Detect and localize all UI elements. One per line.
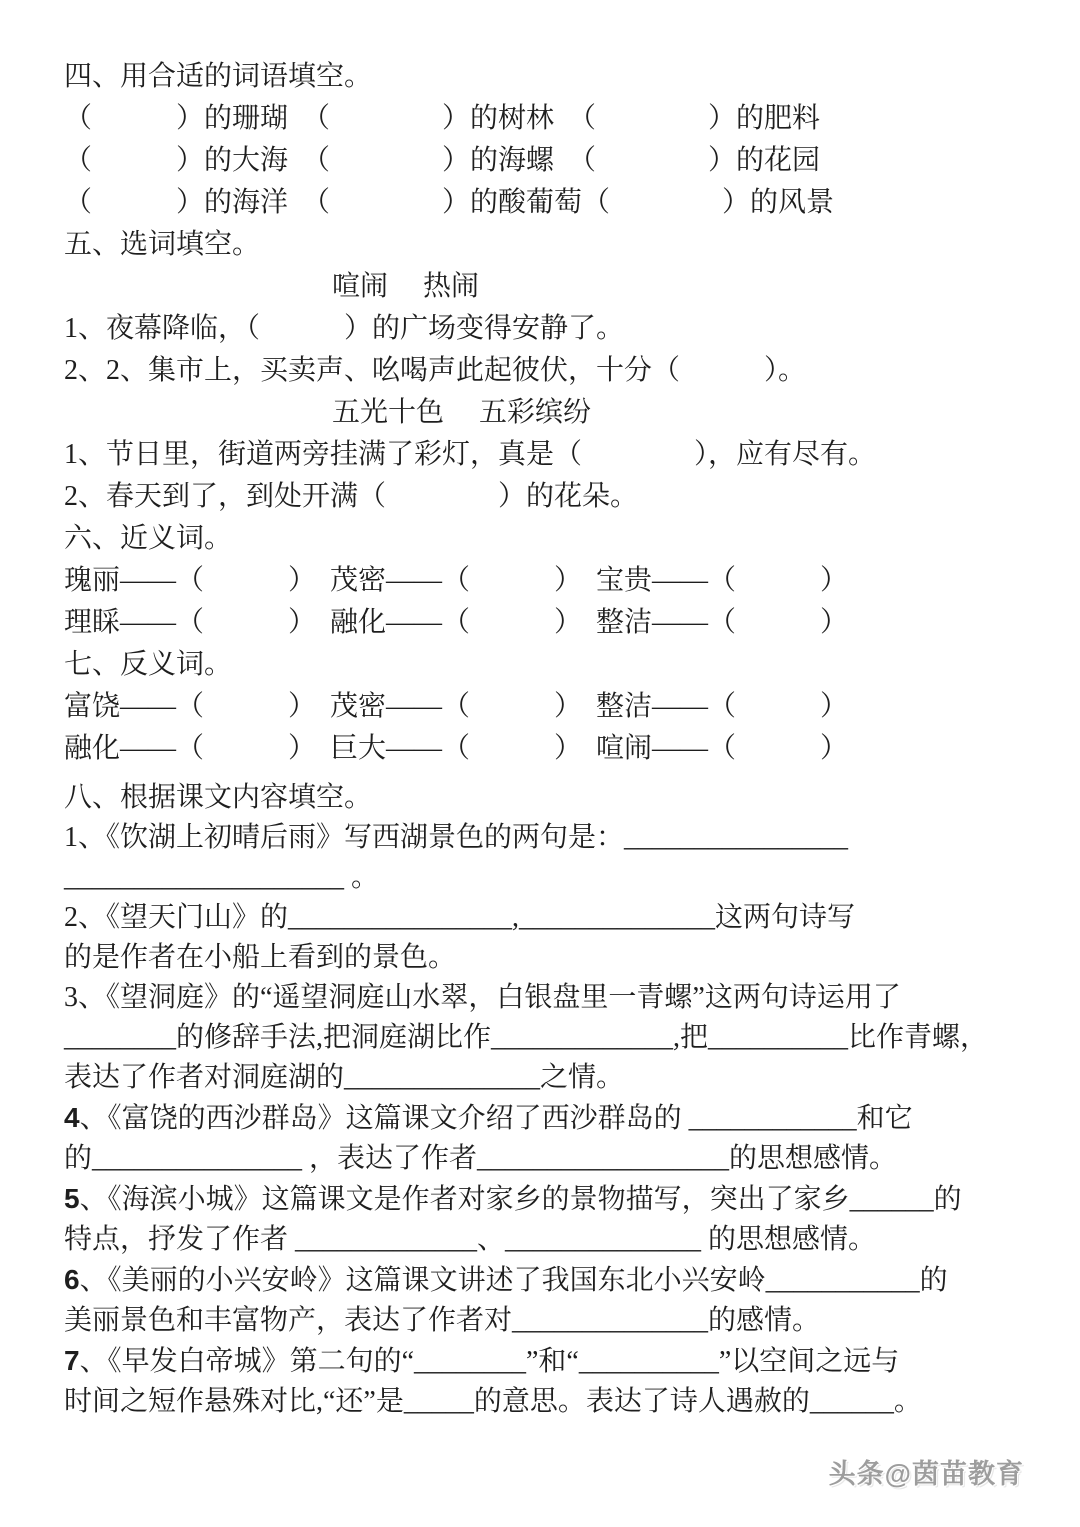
text-line: （ ）的珊瑚 （ ）的树林 （ ）的肥料: [64, 103, 821, 134]
text-line: 2、2、集市上，买卖声、吆喝声此起彼伏，十分（ ）。: [64, 355, 807, 386]
text-line: 美丽景色和丰富物产，表达了作者对______________的感情。: [64, 1305, 821, 1336]
text-line: 1、夜幕降临，（ ）的广场变得安静了。: [64, 313, 625, 344]
worksheet-lines: [64, 56, 1022, 1422]
text-line: 6、《美丽的小兴安岭》这篇课文讲述了我国东北小兴安岭___________的: [64, 1264, 948, 1296]
item-number: 4: [64, 1102, 80, 1133]
watermark: 头条@茵苗教育: [828, 1459, 1024, 1489]
text-line: 的_______________ ，表达了作者__________________的思想感情。: [64, 1143, 898, 1174]
text-line: （ ）的大海 （ ）的海螺 （ ）的花园: [64, 145, 821, 176]
item-number: 6: [64, 1264, 80, 1295]
text-line: ____________________ 。: [64, 862, 380, 893]
text-line: 瑰丽——（ ） 茂密——（ ） 宝贵——（ ）: [64, 565, 849, 596]
text-line: 富饶——（ ） 茂密——（ ） 整洁——（ ）: [64, 691, 849, 722]
text-line: 4、《富饶的西沙群岛》这篇课文介绍了西沙群岛的 ____________和它: [64, 1102, 913, 1134]
text-line: （ ）的海洋 （ ）的酸葡萄（ ）的风景: [64, 187, 835, 218]
text-line: 7、《早发白帝城》第二句的“________”和“__________”以空间之远与: [64, 1345, 900, 1377]
item-number: 7: [64, 1345, 80, 1376]
text-line: 六、近义词。: [64, 523, 233, 554]
text-line: 理睬——（ ） 融化——（ ） 整洁——（ ）: [64, 607, 849, 638]
text-line: ________的修辞手法,把洞庭湖比作_____________,把__________比作青螺，: [64, 1022, 989, 1053]
worksheet: [64, 56, 1022, 1422]
text-line: 1、《饮湖上初晴后雨》写西湖景色的两句是：________________: [64, 822, 849, 853]
text-line: 时间之短作悬殊对比,“还”是_____的意思。表达了诗人遇赦的______。: [64, 1386, 922, 1417]
text-line: 五光十色 五彩缤纷: [332, 397, 592, 428]
text-line: 2、春天到了，到处开满（ ）的花朵。: [64, 481, 639, 512]
text-line: 3、《望洞庭》的“遥望洞庭山水翠，白银盘里一青螺”这两句诗运用了: [64, 982, 901, 1013]
text-line: 融化——（ ） 巨大——（ ） 喧闹——（ ）: [64, 733, 849, 764]
text-line: 表达了作者对洞庭湖的______________之情。: [64, 1062, 625, 1093]
text-line: 5、《海滨小城》这篇课文是作者对家乡的景物描写，突出了家乡______的: [64, 1183, 962, 1215]
item-number: 5: [64, 1183, 80, 1214]
text-line: 喧闹 热闹: [332, 271, 480, 302]
text-line: 五、选词填空。: [64, 229, 261, 260]
text-line: 的是作者在小船上看到的景色。: [64, 942, 457, 973]
text-line: 四、用合适的词语填空。: [64, 61, 373, 92]
text-line: 八、根据课文内容填空。: [64, 782, 373, 813]
text-line: 特点，抒发了作者 _____________、______________ 的思想感情。: [64, 1224, 877, 1255]
text-line: 2、《望天门山》的________________,______________这两句诗写: [64, 902, 856, 933]
text-line: 1、节日里，街道两旁挂满了彩灯，真是（ ），应有尽有。: [64, 439, 877, 470]
text-line: 七、反义词。: [64, 649, 233, 680]
